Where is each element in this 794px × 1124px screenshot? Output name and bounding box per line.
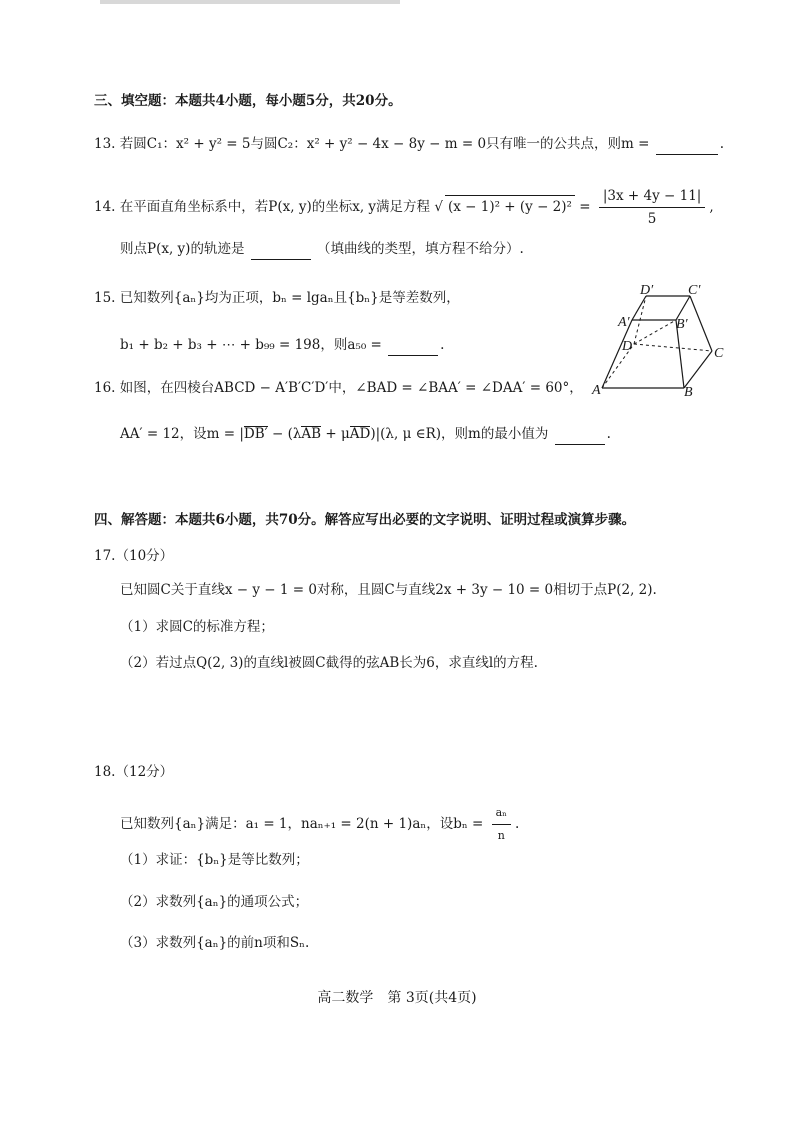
vector-ab: AB [301, 426, 322, 442]
question-14: 14. 在平面直角坐标系中，若P(x, y)的坐标x, y满足方程 √ (x − 1)² + (y − 2)² = $\frac{|3x + 4y - 11|}{5}$ , [94, 185, 714, 230]
question-18-stem: 已知数列{aₙ}满足：a₁ = 1，naₙ₊₁ = 2(n + 1)aₙ，设bₙ = $\frac{\text{aₙ}}{n}$ . [120, 802, 519, 847]
label-d: D [622, 339, 633, 354]
answer-blank [555, 424, 605, 445]
answer-blank [388, 335, 438, 356]
question-14-line2: 则点P(x, y)的轨迹是 （填曲线的类型，填方程不给分）. [120, 239, 524, 260]
question-18-part1: （1）求证：{bₙ}是等比数列； [120, 852, 309, 868]
label-a-prime: A′ [618, 315, 630, 330]
question-text: 若圆C₁：x² + y² = 5与圆C₂：x² + y² − 4x − 8y − m = 0只有唯一的公共点，则m = [119, 136, 650, 152]
question-score: （12分） [115, 764, 174, 780]
label-b: B [684, 385, 693, 400]
sqrt-sign: √ [434, 199, 443, 215]
label-d-prime: D′ [640, 284, 654, 298]
question-17-part2: （2）若过点Q(2, 3)的直线l被圆C截得的弦AB长为6，求直线l的方程. [120, 655, 538, 671]
question-18 [94, 762, 173, 782]
fraction: $\frac{|3x + 4y - 11|}{5}$ [599, 185, 705, 230]
question-number: 13. [94, 136, 116, 152]
question-17-part1: （1）求圆C的标准方程； [120, 619, 274, 635]
fraction: $\frac{\text{aₙ}}{n}$ [492, 802, 511, 847]
vector-db: DB′ [243, 426, 268, 442]
question-13: 13. 若圆C₁：x² + y² = 5与圆C₂：x² + y² − 4x − 8y − m = 0只有唯一的公共点，则m = . [94, 134, 724, 155]
question-17 [94, 546, 173, 566]
question-16-line2: AA′ = 12，设m = |DB′ − (λAB + μAD)|(λ, μ ∈R)，则m的最小值为 . [120, 424, 611, 445]
answer-blank [251, 239, 311, 260]
label-c: C [714, 346, 724, 361]
question-18-part3: （3）求数列{aₙ}的前n项和Sₙ. [120, 935, 310, 951]
question-18-part2: （2）求数列{aₙ}的通项公式； [120, 894, 309, 910]
question-number: 16. [94, 380, 116, 396]
question-number: 15. [94, 290, 116, 306]
question-score: （10分） [115, 548, 174, 564]
scan-mark [100, 0, 400, 4]
question-number: 17. [94, 548, 116, 564]
page-footer: 高二数学 第 3页(共4页) [317, 990, 477, 1006]
question-15: 15. 已知数列{aₙ}均为正项，bₙ = lgaₙ且{bₙ}是等差数列， [94, 290, 460, 306]
section3-heading: 三、填空题：本题共4小题，每小题5分，共20分。 [94, 93, 402, 109]
vector-ad: AD [349, 426, 371, 442]
question-number: 14. [94, 199, 116, 215]
label-c-prime: C′ [688, 284, 701, 298]
question-15-line2: b₁ + b₂ + b₃ + ⋯ + b₉₉ = 198，则a₅₀ = . [120, 335, 444, 356]
question-16: 16. 如图，在四棱台ABCD − A′B′C′D′中，∠BAD = ∠BAA′ = ∠DAA′ = 60°， [94, 380, 583, 396]
question-17-stem: 已知圆C关于直线x − y − 1 = 0对称，且圆C与直线2x + 3y − 10 = 0相切于点P(2, 2). [120, 582, 657, 598]
question-text: 在平面直角坐标系中，若P(x, y)的坐标x, y满足方程 [119, 199, 431, 215]
sqrt-expression: (x − 1)² + (y − 2)² [445, 195, 575, 218]
answer-blank [656, 134, 718, 155]
question-number: 18. [94, 764, 116, 780]
label-b-prime: B′ [676, 317, 688, 332]
frustum-figure [590, 284, 740, 400]
section4-heading: 四、解答题：本题共6小题，共70分。解答应写出必要的文字说明、证明过程或演算步骤。 [94, 512, 636, 528]
label-a: A [592, 383, 601, 398]
